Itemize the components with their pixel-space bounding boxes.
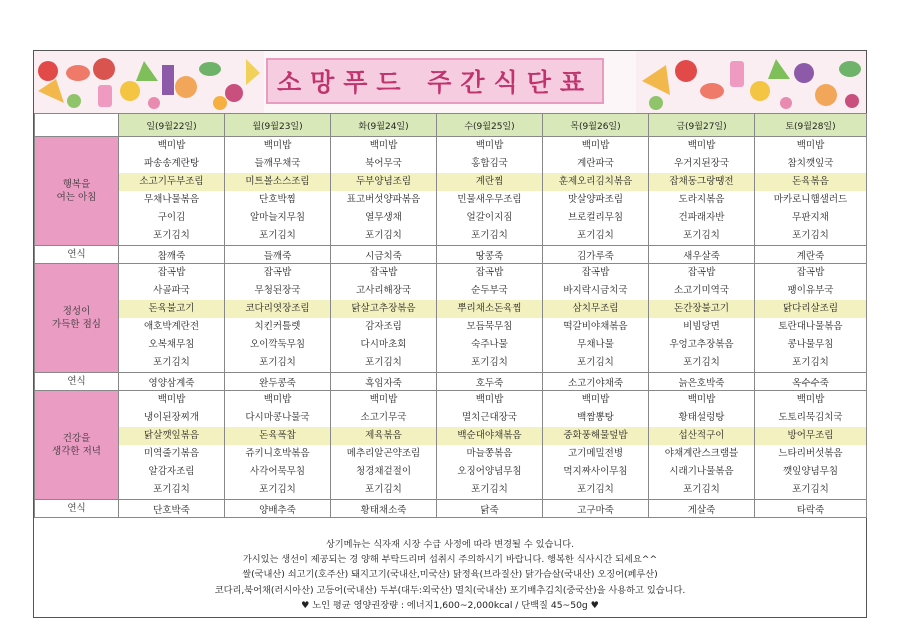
day-header-row [35, 114, 867, 137]
meal-label-line: 여는 아침 [56, 192, 97, 203]
menu-item: 삼치무조림 [543, 300, 648, 318]
menu-item: 두부양념조림 [331, 173, 436, 191]
notes-section [34, 534, 866, 617]
menu-item: 들깨무채국 [254, 158, 301, 169]
menu-item: 열무생채 [365, 212, 402, 223]
meal-label-line: 가득한 점심 [52, 319, 101, 330]
menu-item: 떡갈비야채볶음 [563, 321, 628, 332]
menu-item: 마카로니햄샐러드 [773, 194, 848, 205]
menu-item: 백미밥 [581, 140, 610, 151]
menu-item: 파송송계란탕 [143, 158, 200, 169]
menu-item: 코다리엿장조림 [225, 300, 330, 318]
meal-label [35, 391, 119, 500]
meal-cell [331, 137, 437, 246]
snack-item: 고구마죽 [543, 500, 649, 518]
snack-label: 연식 [35, 500, 119, 518]
menu-item: 훈제오리김치볶음 [543, 173, 648, 191]
menu-item: 잡곡밥 [687, 267, 716, 278]
menu-item: 마늘쫑볶음 [466, 448, 513, 459]
menu-item: 사각어묵무침 [249, 466, 306, 477]
day-header: 일(9월22일) [119, 114, 225, 137]
menu-item: 오복채무침 [148, 339, 195, 350]
meal-cell [543, 137, 649, 246]
menu-item: 백짬뽕탕 [577, 412, 614, 423]
menu-item: 포기김치 [683, 484, 720, 495]
menu-item: 사골파국 [153, 285, 190, 296]
menu-item: 백미밥 [369, 394, 398, 405]
meal-cell [119, 264, 225, 373]
menu-item: 백미밥 [475, 140, 504, 151]
menu-item: 단호박찜 [259, 194, 296, 205]
menu-item: 무판지채 [792, 212, 829, 223]
menu-item: 애호박계란전 [143, 321, 200, 332]
menu-item: 포기김치 [153, 230, 190, 241]
meal-label-line: 건강을 [62, 433, 91, 444]
menu-item: 포기김치 [792, 484, 829, 495]
meal-cell [225, 391, 331, 500]
meal-cell [543, 264, 649, 373]
menu-item: 잡곡밥 [157, 267, 186, 278]
meal-cell [225, 264, 331, 373]
menu-item: 계란찜 [437, 173, 542, 191]
snack-item: 소고기야채죽 [543, 373, 649, 391]
snack-item: 호두죽 [437, 373, 543, 391]
food-decoration-right [636, 51, 866, 113]
meal-cell [331, 264, 437, 373]
day-header: 금(9월27일) [649, 114, 755, 137]
menu-item: 백미밥 [687, 140, 716, 151]
menu-item: 브로컬리무침 [567, 212, 624, 223]
menu-item: 포기김치 [153, 357, 190, 368]
snack-row [35, 246, 867, 264]
menu-item: 순두부국 [471, 285, 508, 296]
menu-item: 잡곡밥 [475, 267, 504, 278]
snack-item: 계란죽 [755, 246, 867, 264]
snack-row [35, 500, 867, 518]
meal-cell [225, 137, 331, 246]
menu-item: 소고기무국 [360, 412, 407, 423]
meal-cell [119, 137, 225, 246]
menu-item: 백미밥 [796, 140, 825, 151]
snack-item: 타락죽 [755, 500, 867, 518]
meal-row [35, 264, 867, 373]
meal-cell [331, 391, 437, 500]
menu-item: 쥬키니호박볶음 [245, 448, 310, 459]
menu-item: 알감자조림 [148, 466, 195, 477]
menu-item: 포기김치 [792, 357, 829, 368]
menu-item: 우엉고추장볶음 [669, 339, 734, 350]
menu-item: 다시마콩나물국 [245, 412, 310, 423]
menu-item: 건파래자반 [678, 212, 725, 223]
menu-item: 고기메밀전병 [567, 448, 624, 459]
menu-item: 모듬묵무침 [466, 321, 513, 332]
menu-item: 얼갈이지짐 [466, 212, 513, 223]
meal-cell [649, 391, 755, 500]
meal-row [35, 137, 867, 246]
meal-label-line: 생각한 저녁 [52, 446, 101, 457]
snack-item: 영양삼계죽 [119, 373, 225, 391]
page-title: 소망푸드 주간식단표 [276, 68, 594, 97]
menu-item: 뿌리채소돈육찜 [437, 300, 542, 318]
meal-cell [755, 264, 867, 373]
snack-item: 흑임자죽 [331, 373, 437, 391]
menu-item: 포기김치 [683, 230, 720, 241]
menu-item: 황태설렁탕 [678, 412, 725, 423]
menu-item: 미역줄기볶음 [143, 448, 200, 459]
menu-item: 청경채겉절이 [355, 466, 412, 477]
day-header: 목(9월26일) [543, 114, 649, 137]
menu-item: 포기김치 [259, 357, 296, 368]
snack-label: 연식 [35, 373, 119, 391]
menu-item: 포기김치 [471, 484, 508, 495]
menu-item: 포기김치 [471, 230, 508, 241]
meal-label-line: 정성이 [62, 306, 91, 317]
menu-item: 도라지볶음 [678, 194, 725, 205]
meal-label [35, 264, 119, 373]
snack-item: 게살죽 [649, 500, 755, 518]
menu-item: 닭살깻잎볶음 [119, 427, 224, 445]
menu-item: 잡곡밥 [796, 267, 825, 278]
menu-item: 멸치근대장국 [461, 412, 518, 423]
meal-cell [649, 264, 755, 373]
meal-cell [543, 391, 649, 500]
snack-label: 연식 [35, 246, 119, 264]
menu-item: 알마늘지무침 [249, 212, 306, 223]
note-line: ♥ 노인 평균 영양권장량 : 에너지1,600~2,000kcal / 단백질 45~50g ♥ [301, 599, 599, 611]
snack-item: 황태채소죽 [331, 500, 437, 518]
menu-item: 미트볼소스조림 [225, 173, 330, 191]
menu-item: 콩나물무침 [787, 339, 834, 350]
menu-item: 백미밥 [369, 140, 398, 151]
day-header: 토(9월28일) [755, 114, 867, 137]
meal-cell [755, 391, 867, 500]
menu-item: 백미밥 [796, 394, 825, 405]
menu-item: 잡곡밥 [263, 267, 292, 278]
menu-item: 홍합김국 [471, 158, 508, 169]
menu-item: 북어무국 [365, 158, 402, 169]
menu-item: 오이깍둑무침 [249, 339, 306, 350]
menu-item: 팽이유부국 [787, 285, 834, 296]
meal-cell [437, 137, 543, 246]
menu-item: 비빔당면 [683, 321, 720, 332]
menu-item: 도토리묵김치국 [778, 412, 843, 423]
meal-label-line: 행복을 [62, 179, 91, 190]
menu-item: 백미밥 [157, 394, 186, 405]
menu-item: 백미밥 [581, 394, 610, 405]
menu-item: 냉이된장찌개 [143, 412, 200, 423]
menu-item: 표고버섯양파볶음 [346, 194, 421, 205]
menu-item: 소고기미역국 [673, 285, 730, 296]
menu-item: 숙주나물 [471, 339, 508, 350]
snack-item: 닭죽 [437, 500, 543, 518]
menu-item: 무채나물 [577, 339, 614, 350]
day-header: 월(9월23일) [225, 114, 331, 137]
menu-item: 포기김치 [577, 230, 614, 241]
note-line: 코다리,북어채(러시아산) 고등어(국내산) 두부(대두:외국산) 멸치(국내산) 포기배추김치(중국산)을 사용하고 있습니다. [214, 584, 686, 596]
menu-item: 계란파국 [577, 158, 614, 169]
snack-item: 들깨죽 [225, 246, 331, 264]
menu-item: 무청된장국 [254, 285, 301, 296]
snack-row [35, 373, 867, 391]
menu-item: 중화풍해물덮밥 [543, 427, 648, 445]
menu-item: 무채나물볶음 [143, 194, 200, 205]
header-banner [34, 51, 866, 114]
menu-item: 닭다리살조림 [755, 300, 866, 318]
menu-item: 포기김치 [259, 484, 296, 495]
menu-item: 방어무조림 [755, 427, 866, 445]
menu-item: 고사리해장국 [355, 285, 412, 296]
menu-item: 백순대야채볶음 [437, 427, 542, 445]
menu-item: 포기김치 [365, 230, 402, 241]
menu-item: 포기김치 [365, 484, 402, 495]
menu-frame [33, 50, 867, 618]
note-line: 가시있는 생선이 제공되는 경 양해 부탁드리며 섭취시 주의하시기 바랍니다. 행복한 식사시간 되세요^^ [242, 554, 658, 566]
menu-item: 포기김치 [471, 357, 508, 368]
food-decoration-left [34, 51, 264, 113]
menu-item: 토란대나물볶음 [778, 321, 843, 332]
meal-cell [437, 391, 543, 500]
menu-item: 바지락시금치국 [563, 285, 628, 296]
meal-cell [755, 137, 867, 246]
menu-item: 포기김치 [577, 357, 614, 368]
snack-item: 시금치죽 [331, 246, 437, 264]
meal-label [35, 137, 119, 246]
menu-item: 야채계란스크램블 [664, 448, 739, 459]
snack-item: 늙은호박죽 [649, 373, 755, 391]
menu-item: 잡채동그랑땡전 [649, 173, 754, 191]
menu-item: 맛살양파조림 [567, 194, 624, 205]
menu-item: 참치깻잎국 [787, 158, 834, 169]
snack-item: 땅콩죽 [437, 246, 543, 264]
meal-cell [649, 137, 755, 246]
menu-item: 소고기두부조림 [119, 173, 224, 191]
title-box [266, 58, 604, 104]
menu-item: 백미밥 [687, 394, 716, 405]
menu-item: 백미밥 [157, 140, 186, 151]
menu-item: 포기김치 [259, 230, 296, 241]
menu-item: 민물새우무조림 [457, 194, 522, 205]
meal-cell [119, 391, 225, 500]
menu-item: 메추리알곤약조림 [346, 448, 421, 459]
menu-item: 감자조림 [365, 321, 402, 332]
menu-item: 포기김치 [792, 230, 829, 241]
day-header: 화(9월24일) [331, 114, 437, 137]
menu-item: 포기김치 [365, 357, 402, 368]
note-line: 상기메뉴는 식자재 시장 수급 사정에 따라 변경될 수 있습니다. [325, 539, 575, 550]
menu-item: 다시마초회 [360, 339, 407, 350]
menu-item: 돈육볶음 [755, 173, 866, 191]
menu-item: 섭산적구이 [649, 427, 754, 445]
snack-item: 완두콩죽 [225, 373, 331, 391]
menu-item: 제육볶음 [331, 427, 436, 445]
menu-table [34, 113, 867, 518]
meal-cell [437, 264, 543, 373]
meal-row [35, 391, 867, 500]
menu-item: 느타리버섯볶음 [778, 448, 843, 459]
day-header: 수(9월25일) [437, 114, 543, 137]
menu-item: 닭살고추장볶음 [331, 300, 436, 318]
snack-item: 옥수수죽 [755, 373, 867, 391]
menu-item: 돈육폭찹 [225, 427, 330, 445]
menu-item: 백미밥 [263, 140, 292, 151]
menu-item: 우거지된장국 [673, 158, 730, 169]
menu-item: 포기김치 [683, 357, 720, 368]
menu-item: 백미밥 [475, 394, 504, 405]
menu-item: 잡곡밥 [369, 267, 398, 278]
menu-item: 돈간장불고기 [649, 300, 754, 318]
note-line: 쌀(국내산) 쇠고기(호주산) 돼지고기(국내산,미국산) 닭정육(브라질산) 닭가슴살(국내산) 오징어(페루산) [242, 569, 658, 581]
corner-cell [35, 114, 119, 137]
snack-item: 김가루죽 [543, 246, 649, 264]
menu-item: 치킨커틀렛 [254, 321, 301, 332]
menu-item: 시래기나물볶음 [669, 466, 734, 477]
menu-item: 먹지짜사이무침 [563, 466, 628, 477]
menu-item: 오징어양념무침 [457, 466, 522, 477]
menu-item: 잡곡밥 [581, 267, 610, 278]
snack-item: 새우살죽 [649, 246, 755, 264]
menu-item: 포기김치 [153, 484, 190, 495]
menu-item: 돈육불고기 [119, 300, 224, 318]
menu-item: 백미밥 [263, 394, 292, 405]
menu-item: 깻잎양념무침 [782, 466, 839, 477]
snack-item: 참깨죽 [119, 246, 225, 264]
snack-item: 양배추죽 [225, 500, 331, 518]
menu-item: 포기김치 [577, 484, 614, 495]
snack-item: 단호박죽 [119, 500, 225, 518]
menu-item: 구이김 [157, 212, 186, 223]
